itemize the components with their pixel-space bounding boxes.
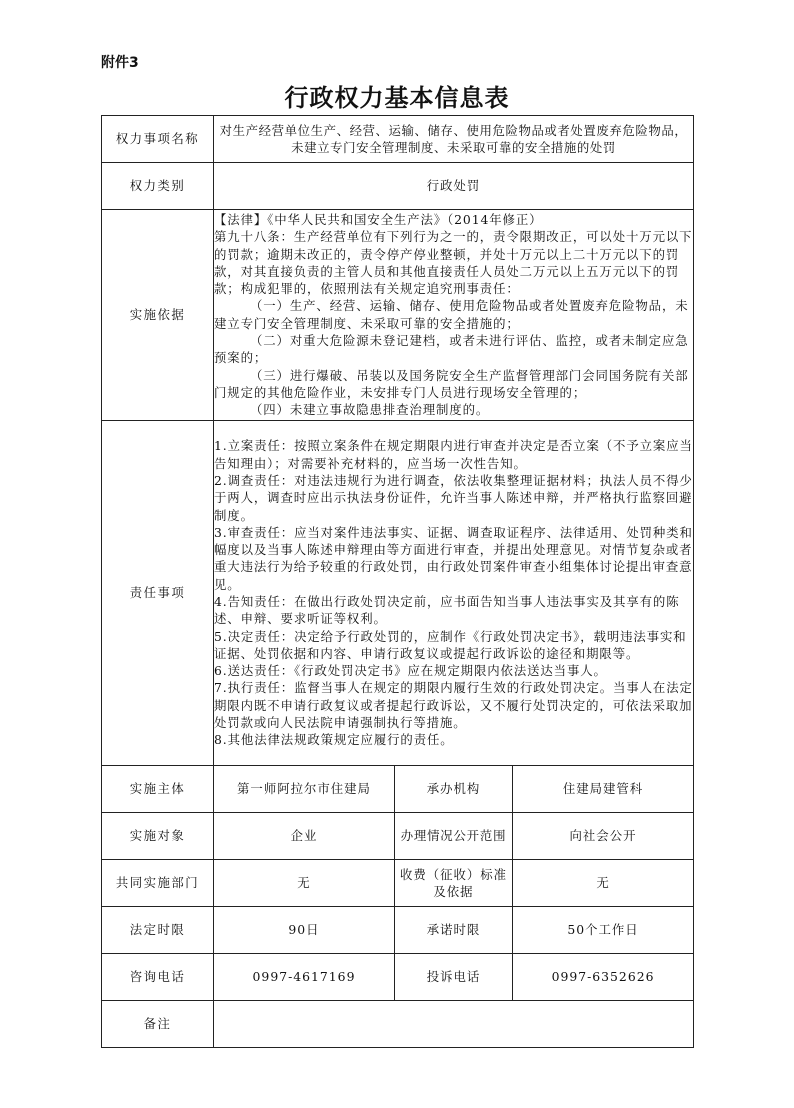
value-target: 企业	[214, 813, 395, 860]
row-target	[102, 813, 694, 860]
power-info-table	[101, 115, 694, 1048]
label-implementing-body: 实施主体	[102, 766, 214, 813]
value-joint-departments: 无	[214, 860, 395, 907]
value-consult-phone: 0997-4617169	[214, 954, 395, 1001]
label-disclosure-scope: 办理情况公开范围	[395, 813, 513, 860]
value-duties	[214, 421, 694, 766]
label-duties: 责任事项	[102, 421, 214, 766]
duty-item-5: 5.决定责任：决定给予行政处罚的，应制作《行政处罚决定书》，载明违法事实和证据、处罚依据和内容、申请行政复议或提起行政诉讼的途径和期限等。	[214, 628, 687, 661]
duty-item-4: 4.告知责任：在做出行政处罚决定前，应书面告知当事人违法事实及其享有的陈述、申辩、要求听证等权利。	[214, 594, 680, 627]
label-joint-departments: 共同实施部门	[102, 860, 214, 907]
attachment-label: 附件3	[101, 55, 139, 71]
label-handling-agency: 承办机构	[395, 766, 513, 813]
label-target: 实施对象	[102, 813, 214, 860]
duty-item-3: 3.审查责任：应当对案件违法事实、证据、调查取证程序、法律适用、处罚种类和幅度以及当事人陈述申辩理由等方面进行审查，并提出处理意见。对情节复杂或者重大违法行为给予较重的行政处罚，由行政处罚案件审查小组集体讨论提出审查意见。	[214, 524, 693, 592]
label-consult-phone: 咨询电话	[102, 954, 214, 1001]
duty-item-6: 6.送达责任：《行政处罚决定书》应在规定期限内依法送达当事人。	[214, 663, 607, 679]
label-remarks: 备注	[102, 1001, 214, 1048]
value-power-name: 对生产经营单位生产、经营、运输、储存、使用危险物品或者处置废弃危险物品，未建立专门安全管理制度、未采取可靠的安全措施的处罚	[214, 116, 694, 163]
basis-article: 第九十八条：生产经营单位有下列行为之一的，责令限期改正，可以处十万元以下的罚款；逾期未改正的，责令停产停业整顿，并处十万元以上二十万元以下的罚款，对其直接负责的主管人员和其他直接责任人员处二万元以上五万元以下的罚款；构成犯罪的，依照刑法有关规定追究刑事责任：	[214, 229, 693, 297]
value-handling-agency: 住建局建管科	[513, 766, 694, 813]
value-promised-time-limit: 50个工作日	[513, 907, 694, 954]
value-remarks	[214, 1001, 694, 1048]
row-remarks	[102, 1001, 694, 1048]
row-basis	[102, 210, 694, 421]
label-promised-time-limit: 承诺时限	[395, 907, 513, 954]
duty-item-7: 7.执行责任：监督当事人在规定的期限内履行生效的行政处罚决定。当事人在法定期限内既不申请行政复议或者提起行政诉讼，又不履行处罚决定的，可依法采取加处罚款或向人民法院申请强制执行等措施。	[214, 680, 693, 731]
value-fee-standard: 无	[513, 860, 694, 907]
value-complaint-phone: 0997-6352626	[513, 954, 694, 1001]
value-basis	[214, 210, 694, 421]
row-phones	[102, 954, 694, 1001]
value-implementing-body: 第一师阿拉尔市住建局	[214, 766, 395, 813]
value-legal-time-limit: 90日	[214, 907, 395, 954]
value-disclosure-scope: 向社会公开	[513, 813, 694, 860]
row-duties	[102, 421, 694, 766]
duty-item-8: 8.其他法律法规政策规定应履行的责任。	[214, 732, 454, 748]
duty-item-1: 1.立案责任：按照立案条件在规定期限内进行审查并决定是否立案（不予立案应当告知理由）；对需要补充材料的，应当场一次性告知。	[214, 438, 693, 471]
row-joint-departments	[102, 860, 694, 907]
label-power-name: 权力事项名称	[102, 116, 214, 163]
value-power-category: 行政处罚	[214, 163, 694, 210]
row-time-limit	[102, 907, 694, 954]
label-power-category: 权力类别	[102, 163, 214, 210]
basis-law-title: 【法律】《中华人民共和国安全生产法》（2014年修正）	[214, 212, 543, 227]
basis-clause-1: （一）生产、经营、运输、储存、使用危险物品或者处置废弃危险物品，未建立专门安全管理制度、未采取可靠的安全措施的；	[214, 298, 689, 331]
label-basis: 实施依据	[102, 210, 214, 421]
row-implementing-body	[102, 766, 694, 813]
duty-item-2: 2.调查责任：对违法违规行为进行调查，依法收集整理证据材料；执法人员不得少于两人，调查时应出示执法身份证件，允许当事人陈述申辩，并严格执行监察回避制度。	[214, 472, 693, 523]
basis-clause-2: （二）对重大危险源未登记建档，或者未进行评估、监控，或者未制定应急预案的；	[214, 333, 689, 366]
row-power-name	[102, 116, 694, 163]
label-legal-time-limit: 法定时限	[102, 907, 214, 954]
basis-clause-3: （三）进行爆破、吊装以及国务院安全生产监督管理部门会同国务院有关部门规定的其他危险作业，未安排专门人员进行现场安全管理的；	[214, 367, 689, 400]
row-power-category	[102, 163, 694, 210]
label-complaint-phone: 投诉电话	[395, 954, 513, 1001]
page-title: 行政权力基本信息表	[284, 83, 510, 112]
basis-clause-4: （四）未建立事故隐患排查治理制度的。	[249, 402, 490, 418]
label-fee-standard: 收费（征收）标准及依据	[395, 860, 513, 907]
